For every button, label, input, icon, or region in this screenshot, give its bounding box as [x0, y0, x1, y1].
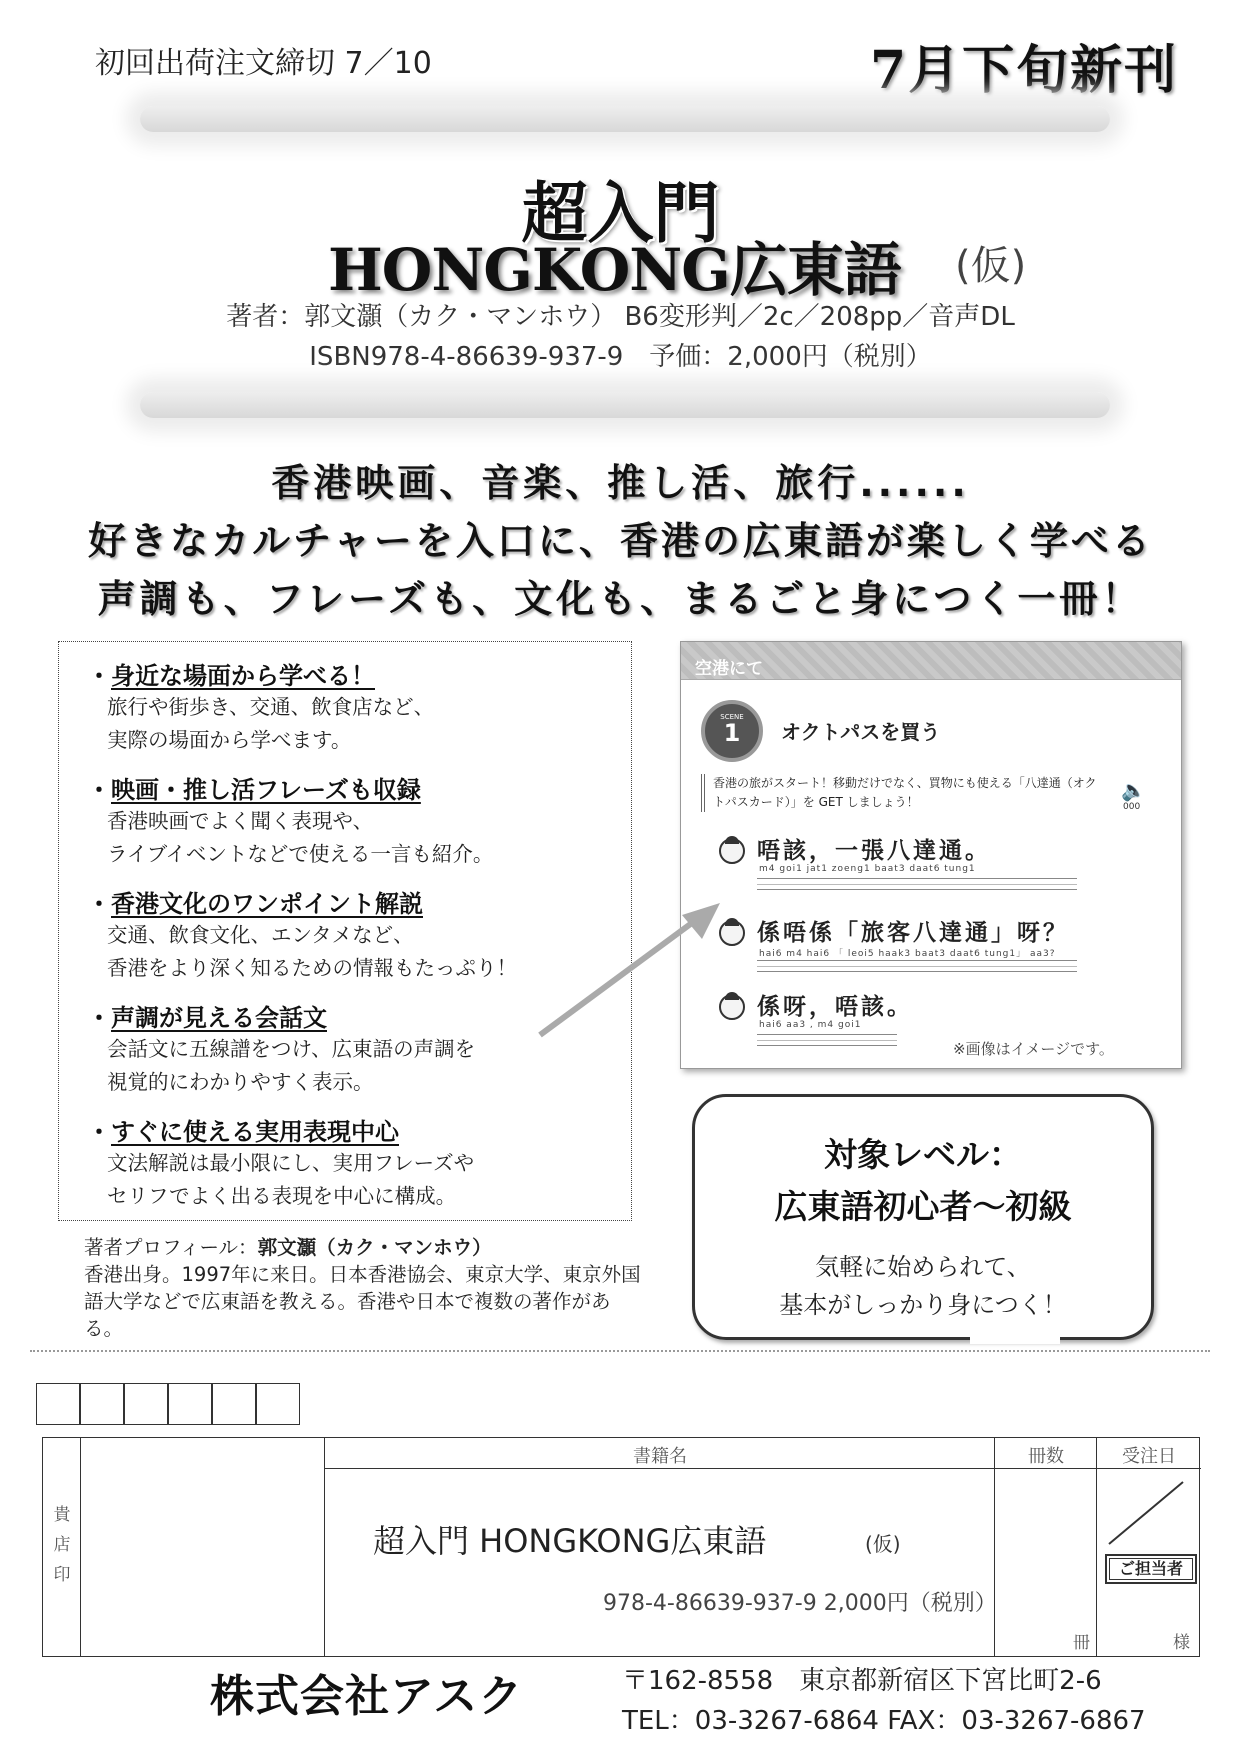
book-info-isbn-price: ISBN978-4-86639-937-9 予価：2,000円（税別） [309, 342, 932, 372]
scene-label: SCENE [720, 713, 744, 721]
sample-page-image [680, 641, 1182, 1069]
form-book-title: 超入門 HONGKONG広東語 [373, 1522, 767, 1560]
dialogue-line: 係唔係「旅客八達通」呀？ [757, 920, 1069, 946]
scene-badge [701, 700, 763, 762]
bullet: ・ [87, 1118, 111, 1146]
release-date: 7月下旬新刊 [870, 40, 1179, 101]
code-box[interactable] [80, 1383, 124, 1425]
level-note: 基本がしっかり身につく！ [779, 1291, 1067, 1319]
sample-page-tab: 空港にて [695, 659, 763, 679]
feature-item [87, 770, 611, 871]
form-book-isbn-price: 978-4-86639-937-9 2,000円（税別） [603, 1591, 997, 1616]
shop-stamp-area[interactable] [81, 1438, 325, 1656]
decorative-bar-top [140, 106, 1110, 132]
code-box[interactable] [36, 1383, 80, 1425]
code-box[interactable] [256, 1383, 300, 1425]
tone-staff [757, 878, 1077, 890]
level-value: 広東語初心者〜初級 [774, 1187, 1072, 1226]
dialogue-romanization: m4 goi1 jat1 zoeng1 baat3 daat6 tung1 [759, 864, 976, 874]
profile-label: 著者プロフィール： [84, 1236, 258, 1259]
speaker-icon: 🔈 [1121, 778, 1146, 802]
col-header-date: 受注日 [1122, 1446, 1176, 1467]
level-heading: 対象レベル： [824, 1135, 1022, 1174]
feature-text: 会話文に五線譜をつけ、広東語の声調を [107, 1037, 476, 1061]
audio-track-number: 000 [1123, 802, 1141, 812]
order-deadline: 初回出荷注文締切 7／10 [95, 46, 432, 81]
form-book-tentative: (仮) [865, 1532, 901, 1556]
feature-item [87, 1112, 611, 1213]
pointer-arrow-icon [530, 895, 730, 1045]
book-title-line2: HONGKONG広東語 [328, 236, 901, 304]
dialogue-line: 係呀，唔該。 [757, 994, 913, 1020]
feature-text: 香港映画でよく聞く表現や、 [107, 809, 374, 833]
col-header-quantity: 冊数 [1028, 1446, 1064, 1467]
person-icon [719, 838, 745, 864]
catchphrase-line1: 香港映画、音楽、推し活、旅行...... [271, 461, 970, 505]
tone-staff [757, 1034, 897, 1046]
tone-staff [757, 960, 1077, 972]
dialogue-romanization: hai6 aa3 , m4 goi1 [759, 1020, 862, 1030]
feature-heading: すぐに使える実用表現中心 [111, 1118, 399, 1146]
feature-text: 旅行や街歩き、交通、飲食店など、 [107, 695, 435, 719]
shop-stamp-char: 店 [53, 1535, 71, 1555]
feature-text: ライブイベントなどで使える一言も紹介。 [107, 842, 494, 866]
book-title-tentative: (仮) [955, 243, 1027, 289]
book-info-author-format: 著者：郭文灝（カク・マンホウ） B6変形判／2c／208pp／音声DL [226, 302, 1015, 332]
feature-item [87, 656, 611, 757]
quantity-unit: 冊 [1073, 1633, 1090, 1653]
bullet: ・ [87, 1004, 111, 1032]
feature-heading: 香港文化のワンポイント解説 [111, 890, 423, 918]
form-header-divider [325, 1468, 1201, 1469]
book-title-line1: 超入門 [521, 175, 720, 252]
decorative-bar-bottom [140, 392, 1110, 418]
bullet: ・ [87, 890, 111, 918]
dialogue-line: 唔該，一張八達通。 [757, 838, 991, 864]
cut-line [30, 1350, 1210, 1352]
author-profile [84, 1234, 644, 1342]
feature-heading: 声調が見える会話文 [111, 1004, 327, 1032]
order-form [42, 1437, 1200, 1657]
feature-text: 香港をより深く知るための情報もたっぷり！ [107, 956, 517, 980]
feature-heading: 映画・推し活フレーズも収録 [111, 776, 421, 804]
scene-title: オクトパスを買う [781, 720, 941, 744]
bullet: ・ [87, 776, 111, 804]
col-header-title: 書籍名 [633, 1446, 687, 1467]
feature-text: 文法解説は最小限にし、実用フレーズや [107, 1151, 475, 1175]
profile-name: 郭文灝（カク・マンホウ） [257, 1236, 492, 1259]
level-note: 気軽に始められて、 [815, 1253, 1031, 1281]
feature-text: 視覚的にわかりやすく表示。 [107, 1070, 374, 1094]
level-box-gap [970, 1334, 1060, 1344]
date-slash-icon [1101, 1478, 1191, 1550]
catchphrase-line2: 好きなカルチャーを入口に、香港の広東語が楽しく学べる [88, 519, 1153, 563]
dialogue-romanization: hai6 m4 hai6 「 leoi5 haak3 baat3 daat6 tung1」 aa3? [759, 949, 1056, 959]
quantity-column[interactable] [995, 1438, 1097, 1656]
catchphrase-line3: 声調も、フレーズも、文化も、まるごと身につく一冊！ [97, 577, 1144, 621]
scene-number: 1 [723, 719, 741, 747]
code-box[interactable] [212, 1383, 256, 1425]
shop-stamp-char: 貴 [53, 1505, 71, 1525]
shop-stamp-char: 印 [53, 1565, 71, 1585]
publisher-address: 〒162-8558 東京都新宿区下宮比町2-6 [622, 1666, 1102, 1696]
feature-text: 実際の場面から学べます。 [107, 728, 352, 752]
publisher-phone-fax: TEL：03-3267-6864 FAX：03-3267-6867 [622, 1706, 1146, 1736]
shop-stamp-label [43, 1500, 81, 1590]
target-level-box [692, 1094, 1154, 1340]
honorific-label: 様 [1173, 1633, 1190, 1653]
code-box[interactable] [168, 1383, 212, 1425]
contact-person-label: ご担当者 [1105, 1554, 1197, 1584]
bullet: ・ [87, 662, 111, 690]
code-box[interactable] [124, 1383, 168, 1425]
feature-text: 交通、飲食文化、エンタメなど、 [107, 923, 414, 947]
image-note: ※画像はイメージです。 [953, 1040, 1114, 1058]
profile-text: 香港出身。1997年に来日。日本香港協会、東京大学、東京外国語大学などで広東語を教える。香港や日本で複数の著作がある。 [84, 1263, 641, 1340]
feature-heading: 身近な場面から学べる！ [111, 662, 375, 690]
feature-text: セリフでよく出る表現を中心に構成。 [107, 1184, 457, 1208]
scene-description: 香港の旅がスタート！移動だけでなく、買物にも使える「八達通（オクトパスカード）」を GET しましょう！ [701, 774, 1101, 812]
publisher-name: 株式会社アスク [210, 1671, 524, 1722]
sample-page-header [681, 642, 1181, 680]
